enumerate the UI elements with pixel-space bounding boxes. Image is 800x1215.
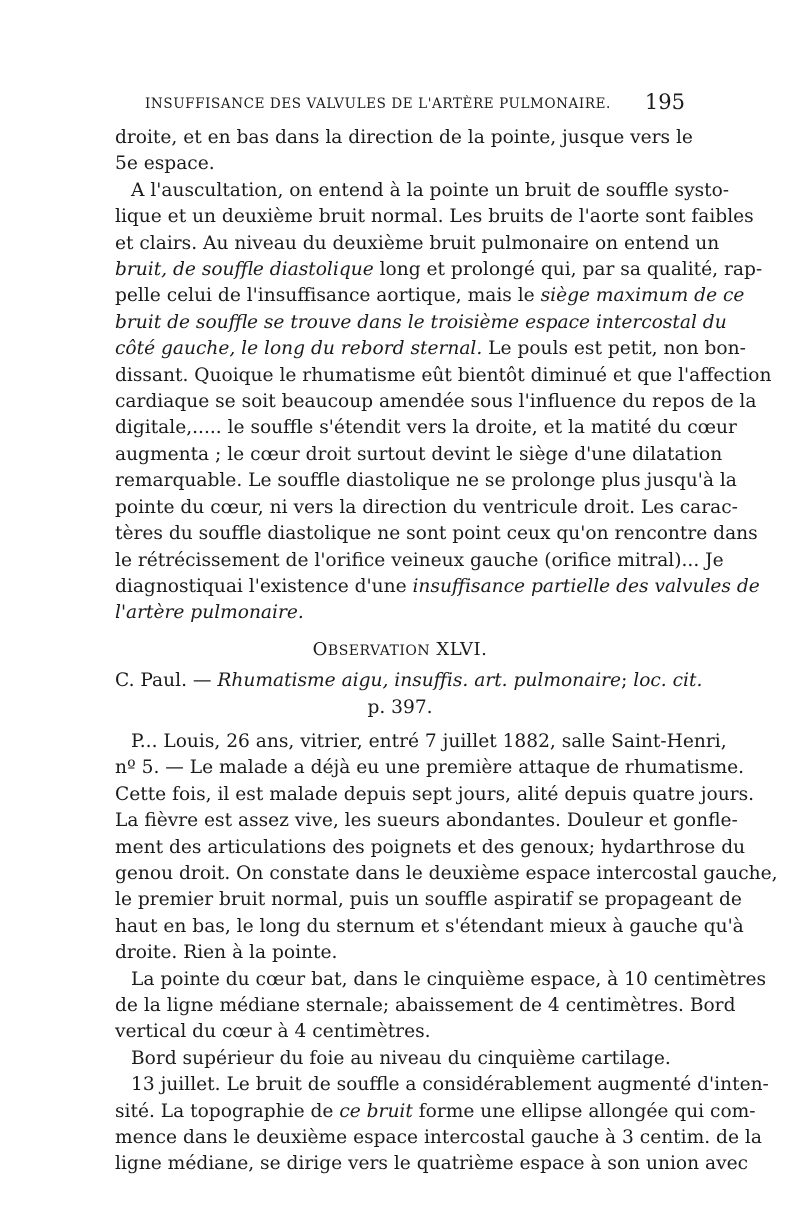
paragraph-5 — [115, 1046, 685, 1072]
text-line — [115, 283, 745, 309]
text-line: vertical du cœur à 4 centimètres. — [115, 1021, 431, 1043]
text-line: lique et un deuxième bruit normal. Les bruits de l'aorte sont faibles — [115, 206, 754, 228]
text-line: tères du souffle diastolique ne sont point ceux qu'on rencontre dans — [115, 523, 758, 545]
text-line: ligne médiane, se dirige vers le quatrième espace à son union avec — [115, 1153, 749, 1175]
citation-page: p. 397. — [367, 696, 433, 718]
paragraph-4 — [115, 967, 767, 1046]
text-line: remarquable. Le souffle diastolique ne se prolonge plus jusqu'à la — [115, 470, 737, 492]
text-line: 13 juillet. Le bruit de souffle a considérablement augmenté d'inten- — [131, 1074, 769, 1096]
text-line: 5e espace. — [115, 153, 215, 175]
text-line: de la ligne médiane sternale; abaissement de 4 centimètres. Bord — [115, 995, 736, 1016]
text-line: pointe du cœur, ni vers la direction du ventricule droit. Les carac- — [115, 496, 738, 518]
citation-line — [115, 668, 703, 694]
text-line: Bord supérieur du foie au niveau du cinquième cartilage. — [131, 1047, 671, 1069]
text-line: ment des articulations des poignets et des genoux; hydarthrose du — [115, 836, 746, 858]
page-body — [115, 125, 778, 1178]
paragraph-6 — [115, 1072, 769, 1178]
italic-phrase: bruit, de souffle diastolique — [115, 259, 374, 281]
text-line: mence dans le deuxième espace intercostal gauche à 3 centim. de la — [115, 1127, 762, 1149]
text-line: nº 5. — Le malade a déjà eu une première attaque de rhumatisme. — [115, 757, 744, 779]
citation-separator: ; — [621, 670, 634, 692]
italic-phrase: côté gauche, le long du rebord sternal. — [115, 338, 483, 360]
page-number: 195 — [644, 90, 685, 114]
citation — [115, 668, 703, 721]
italic-phrase: insuffisance partielle des valvules de — [412, 575, 760, 597]
text-line: et clairs. Au niveau du deuxième bruit pulmonaire on entend un — [115, 232, 720, 254]
text-line: droite. Rien à la pointe. — [115, 942, 338, 964]
citation-author: C. Paul. — — [115, 670, 218, 692]
text-line: genou droit. On constate dans le deuxième espace intercostal gauche, — [115, 862, 778, 884]
text-fragment: Le pouls est petit, non bon- — [482, 338, 746, 360]
observation-number: XLVI. — [436, 638, 488, 660]
running-header — [145, 90, 685, 114]
paragraph-2 — [115, 178, 772, 627]
text-line — [115, 336, 746, 362]
text-line: le rétrécissement de l'orifice veineux gauche (orifice mitral)... Je — [115, 549, 724, 571]
citation-loc: loc. cit. — [633, 670, 703, 692]
text-line: La pointe du cœur bat, dans le cinquième espace, à 10 centimètres — [131, 968, 767, 990]
observation-initial: O — [312, 638, 328, 660]
italic-phrase: siège maximum de ce — [540, 285, 745, 307]
spacer — [115, 721, 685, 729]
text-line — [115, 600, 685, 626]
text-line: droite, et en bas dans la direction de la pointe, jusque vers le — [115, 127, 693, 148]
text-line: P... Louis, 26 ans, vitrier, entré 7 juillet 1882, salle Saint-Henri, — [131, 730, 727, 752]
text-fragment: sité. La topographie de — [115, 1100, 340, 1122]
text-line: digitale,..... le souffle s'étendit vers la droite, et la matité du cœur — [115, 417, 737, 439]
text-fragment: diagnostiquai l'existence d'une — [115, 575, 413, 597]
text-fragment: pelle celui de l'insuffisance aortique, mais le — [115, 285, 541, 307]
text-fragment: long et prolongé qui, par sa qualité, rap- — [373, 259, 763, 281]
text-line: haut en bas, le long du sternum et s'étendant mieux à gauche qu'à — [115, 915, 744, 937]
text-line — [115, 1099, 756, 1125]
text-fragment: forme une ellipse allongée qui com- — [412, 1100, 756, 1122]
observation-label: BSERVATION — [327, 642, 431, 659]
running-title: INSUFFISANCE DES VALVULES DE L'ARTÈRE PULMONAIRE. — [145, 96, 611, 112]
text-line — [115, 574, 760, 600]
text-line: augmenta ; le cœur droit surtout devint le siège d'une dilatation — [115, 443, 723, 465]
paragraph-3 — [115, 729, 778, 967]
italic-phrase: bruit de souffle se trouve dans le troisième espace intercostal du — [115, 311, 727, 333]
text-line: Cette fois, il est malade depuis sept jours, alité depuis quatre jours. — [115, 783, 755, 805]
text-line: le premier bruit normal, puis un souffle aspiratif se propageant de — [115, 889, 742, 911]
observation-heading — [115, 637, 685, 664]
text-line: A l'auscultation, on entend à la pointe un bruit de souffle systo- — [131, 179, 730, 201]
paragraph-1 — [115, 125, 693, 178]
italic-phrase: ce bruit — [339, 1100, 413, 1122]
text-line: La fièvre est assez vive, les sueurs abondantes. Douleur et gonfle- — [115, 810, 738, 832]
text-line: cardiaque se soit beaucoup amendée sous l'influence du repos de la — [115, 391, 757, 413]
text-line: dissant. Quoique le rhumatisme eût bientôt diminué et que l'affection — [115, 364, 772, 386]
citation-title: Rhumatisme aigu, insuffis. art. pulmonaire — [217, 670, 622, 692]
text-line — [115, 310, 727, 336]
italic-phrase: l'artère pulmonaire. — [115, 602, 304, 624]
text-line — [115, 257, 763, 283]
